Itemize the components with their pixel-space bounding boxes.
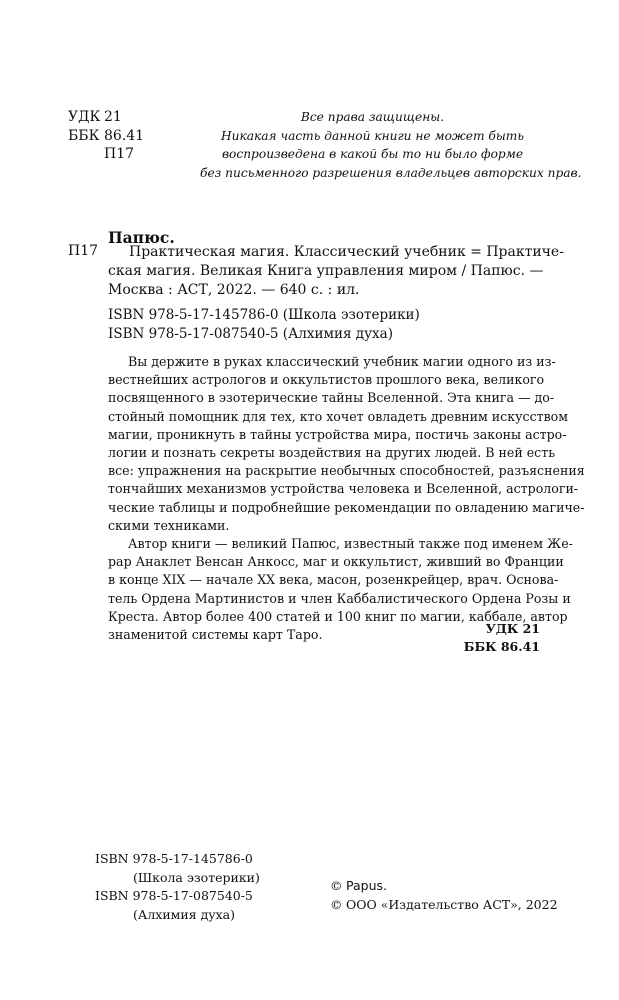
rights-line: Никакая часть данной книги не может быть xyxy=(220,128,524,143)
catalog-line: Москва : АСТ, 2022. — 640 с. : ил. xyxy=(108,282,360,298)
abstract-line: Креста. Автор более 400 статей и 100 книг по магии, каббале, автор xyxy=(108,608,568,624)
copyright-holder-publisher: ООО «Издательство АСТ», 2022 xyxy=(346,896,558,912)
bottom-isbn-1-series: (Школа эзотерики) xyxy=(133,869,260,885)
isbn-line: ISBN 978-5-17-145786-0 (Школа эзотерики) xyxy=(108,307,420,323)
abstract-line: в конце XIX — начале XX века, масон, розенкрейцер, врач. Основа- xyxy=(108,572,559,588)
bottom-isbn-1: ISBN 978-5-17-145786-0 xyxy=(95,851,253,866)
abstract-line: Вы держите в руках классический учебник магии одного из из- xyxy=(128,354,556,369)
abstract-line: скими техниками. xyxy=(108,517,230,533)
abstract-line: посвященного в эзотерические тайны Вселенной. Эта книга — до- xyxy=(108,390,555,406)
abstract-line: магии, проникнуть в тайны устройства мира, постичь законы астро- xyxy=(108,426,567,442)
bottom-isbn-2: ISBN 978-5-17-087540-5 xyxy=(95,888,253,903)
abstract-line: тель Ордена Мартинистов и член Каббалистического Ордена Розы и xyxy=(108,590,571,606)
udk-value: 21 xyxy=(104,109,122,125)
udk-bold: УДК 21 xyxy=(485,621,540,636)
abstract-line: Автор книги — великий Папюс, известный также под именем Же- xyxy=(128,536,573,552)
abstract-line: стойный помощник для тех, кто хочет овладеть древним искусством xyxy=(108,408,569,424)
classification-right xyxy=(440,620,540,656)
abstract-line: рар Анаклет Венсан Анкосс, маг и оккультист, живший во Франции xyxy=(108,554,564,570)
abstract xyxy=(108,353,585,644)
catalog-line: Практическая магия. Классический учебник = Практиче- xyxy=(129,244,564,260)
copyright-block xyxy=(330,877,558,914)
copyright-icon: © xyxy=(330,878,343,893)
author-heading: Папюс. xyxy=(108,228,175,247)
author-code: П17 xyxy=(104,146,135,162)
bottom-isbn-list xyxy=(95,850,260,924)
rights-line: без письменного разрешения владельцев авторских прав. xyxy=(200,165,582,180)
catalog-entry xyxy=(108,243,564,300)
udk-row xyxy=(68,108,144,127)
catalog-isbn-list xyxy=(108,306,420,343)
catalog-line: ская магия. Великая Книга управления миром / Папюс. — xyxy=(108,263,544,279)
abstract-line: знаменитой системы карт Таро. xyxy=(108,627,323,643)
isbn-line: ISBN 978-5-17-087540-5 (Алхимия духа) xyxy=(108,325,393,342)
abstract-line: логии и познать секреты воздействия на других людей. В ней есть xyxy=(108,445,556,461)
rights-notice xyxy=(200,108,582,182)
copyright-icon: © xyxy=(330,896,343,912)
abstract-line: все: упражнения на раскрытие необычных способностей, разъяснения xyxy=(108,463,585,479)
rights-line: Все права защищены. xyxy=(300,110,445,124)
abstract-line: ческие таблицы и подробнейшие рекомендации по овладению магиче- xyxy=(108,499,585,515)
rights-line: воспроизведена в какой бы то ни было форме xyxy=(221,147,524,161)
bbk-value: 86.41 xyxy=(104,127,145,144)
abstract-line: тончайших механизмов устройства человека и Вселенной, астрологи- xyxy=(108,481,579,497)
copyright-line-1 xyxy=(330,877,558,896)
abstract-line: вестнейших астрологов и оккультистов прошлого века, великого xyxy=(108,372,545,388)
copyright-holder-author: Papus. xyxy=(346,878,387,893)
bbk-label: ББК xyxy=(68,127,100,144)
classification-codes xyxy=(68,108,144,164)
bbk-bold: ББК 86.41 xyxy=(463,639,540,654)
bottom-isbn-2-series: (Алхимия духа) xyxy=(133,906,236,922)
udk-label: УДК xyxy=(68,109,101,125)
catalog-code: П17 xyxy=(68,243,99,259)
copyright-line-2 xyxy=(330,896,558,915)
bbk-row xyxy=(68,127,144,146)
